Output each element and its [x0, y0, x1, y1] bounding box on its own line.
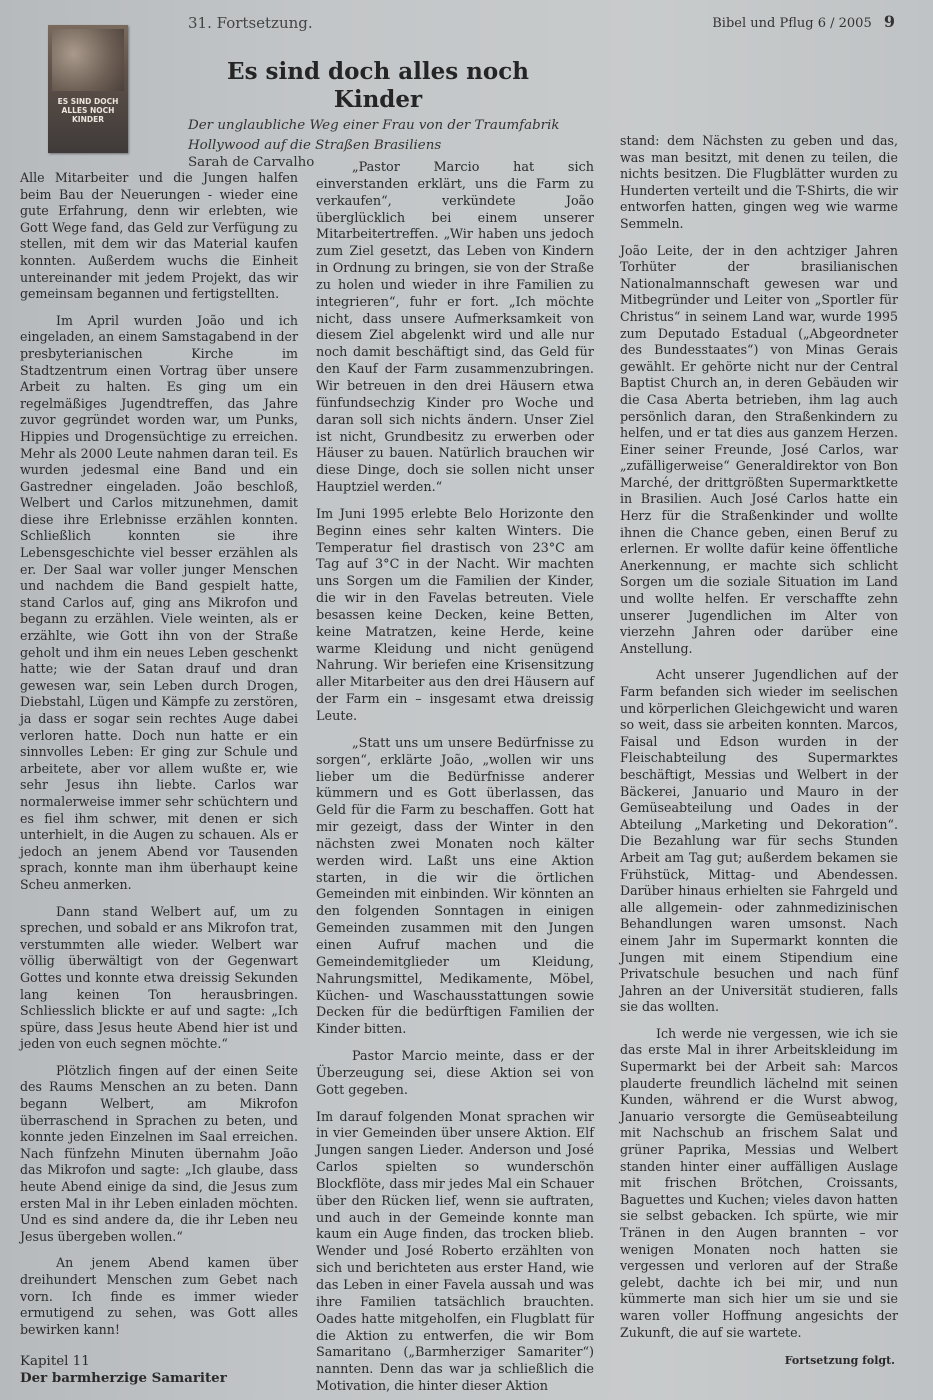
page-number: 9 [883, 12, 895, 31]
paragraph: Plötzlich fingen auf der einen Seite des Raums Menschen an zu beten. Dann begann Welbert, am Mikrofon überraschend in Sprachen zu beten, und konnte jeden Einzelnen im Saal erreichen. Nach fünfzehn Minuten übernahm João das Mikrofon und sagte: „Ich glaube, dass heute Abend einige da sind, die Jesus zum ersten Mal in ihr Leben einladen möchten. Und es sind andere da, die ihr Leben neu Jesus übergeben wollen.“ [20, 1062, 298, 1244]
book-cover-image [48, 25, 128, 153]
text-column-left [20, 170, 298, 1352]
chapter-label [20, 1353, 227, 1387]
book-cover-photo [52, 29, 124, 91]
issue-number: 6 / 2005 [817, 16, 872, 31]
paragraph: João Leite, der in den achtziger Jahren Torhüter der brasilianischen Nationalmannschaft gewesen war und Mitbegründer und Leiter von „Sportler für Christus“ in seinem Land war, wurde 1995 zum Deputado Estadual („Abgeordneter des Bundesstaates“) von Minas Gerais gewählt. Er gehörte nicht nur der Central Baptist Church an, in deren Gebäuden wir die Casa Aberta betrieben, ihm lag auch persönlich daran, den Straßenkindern zu helfen, und er tat dies aus ganzem Herzen. Einer seiner Freunde, José Carlos, war „zufälligerweise“ Generaldirektor von Bon Marché, der drittgrößten Supermarktkette in Brasilien. Auch José Carlos hatte ein Herz für die Straßenkinder und wollte ihnen die Chance geben, einen Beruf zu erlernen. Er wollte dafür keine öffentliche Anerkennung, er machte sich schlicht Sorgen um die soziale Situation im Land und wollte helfen. Er verschaffte zehn unserer Jugendlichen im Alter von vierzehn Jahren oder darüber eine Anstellung. [620, 242, 898, 656]
paragraph: Im Juni 1995 erlebte Belo Horizonte den Beginn eines sehr kalten Winters. Die Temperatur fiel drastisch von 23°C am Tag auf 3°C in der Nacht. Wir machten uns Sorgen um die Familien der Kinder, die wir in den Favelas betreuten. Viele besassen keine Decken, keine Betten, keine Matratzen, keine Herde, keine warme Kleidung und nicht genügend Nahrung. Wir beriefen eine Krisensitzung aller Mitarbeiter aus den drei Häusern auf der Farm ein – insgesamt etwa dreissig Leute. [316, 506, 594, 724]
text-column-middle [316, 160, 594, 1395]
text-column-right [620, 133, 898, 1351]
magazine-name: Bibel und Pflug [712, 16, 814, 31]
installment-label: 31. Fortsetzung. [188, 14, 313, 32]
paragraph: Dann stand Welbert auf, um zu sprechen, und sobald er ans Mikrofon trat, verstummten alle wieder. Welbert war völlig überwältigt von der Gegenwart Gottes und konnte etwa dreissig Sekunden lang keinen Ton herausbringen. Schliesslich blickte er auf und sagte: „Ich spüre, dass Jesus heute Abend hier ist und jeden von euch segnen möchte.“ [20, 903, 298, 1052]
chapter-number: Kapitel 11 [20, 1354, 90, 1369]
paragraph: An jenem Abend kamen über dreihundert Menschen zum Gebet nach vorn. Ich finde es immer wieder ermutigend zu sehen, was Gott alles bewirken kann! [20, 1255, 298, 1337]
paragraph: Acht unserer Jugendlichen auf der Farm befanden sich wieder im seelischen und körperlichen Gleichgewicht und waren so weit, dass sie arbeiten konnten. Marcos, Faisal und Edson wurden in der Fleischabteilung des Supermarktes beschäftigt, Messias und Welbert in der Bäckerei, Januario und Mauro in der Gemüseabteilung und Oades in der Abteilung „Marketing und Dekoration“. Die Bezahlung war für sechs Stunden Arbeit am Tag gut; außerdem bekamen sie Frühstück, Mittag- und Abendessen. Darüber hinaus erhielten sie Fahrgeld und alle allgemein- oder zahnmedizinischen Behandlungen waren umsonst. Nach einem Jahr im Supermarkt konnten die Jungen mit einem Stipendium eine Privatschule besuchen und nach fünf Jahren an der Universität studieren, falls sie das wollten. [620, 667, 898, 1015]
article-heading [188, 58, 568, 171]
book-cover-title: ES SIND DOCH ALLES NOCH KINDER [57, 97, 119, 124]
chapter-title: Der barmherzige Samariter [20, 1370, 227, 1386]
paragraph: stand: dem Nächsten zu geben und das, was man besitzt, mit denen zu teilen, die nichts besitzen. Die Flugblätter wurden zu Hunderten verteilt und die T-Shirts, die wir entworfen hatten, gingen weg wie warme Semmeln. [620, 133, 898, 231]
article-title: Es sind doch alles noch Kinder [227, 58, 529, 113]
paragraph: „Statt uns um unsere Bedürfnisse zu sorgen“, erklärte João, „wollen wir uns lieber um die Bedürfnisse anderer kümmern und es Gott überlassen, das Geld für die Farm zu beschaffen. Gott hat mir gezeigt, dass der Winter in den nächsten zwei Monaten noch kälter werden wird. Laßt uns eine Aktion starten, in die wir die örtlichen Gemeinden mit einbinden. Wir könnten an den folgenden Sonntagen in einigen Gemeinden zusammen mit den Jungen einen Aufruf machen und die Gemeindemitglieder um Kleidung, Nahrungsmittel, Medikamente, Möbel, Küchen- und Waschausstattungen sowie Decken für die bedürftigen Familien der Kinder bitten. [316, 735, 594, 1038]
paragraph: Im April wurden João und ich eingeladen, an einem Samstagabend in der presbyterianischen Kirche im Stadtzentrum einen Vortrag über unsere Arbeit zu halten. Es ging um ein regelmäßiges Jugendtreffen, das Jahre zuvor gegründet worden war, um Punks, Hippies und Drogensüchtige zu erreichen. Mehr als 2000 Leute nahmen daran teil. Es wurden jedesmal eine Band und ein Gastredner eingeladen. João beschloß, Welbert und Carlos mitzunehmen, damit diese ihre Erlebnisse erzählen konnten. Schließlich konnten sie ihre Lebensgeschichte viel besser erzählen als er. Der Saal war voller junger Menschen und nachdem die Band gespielt hatte, stand Carlos auf, ging ans Mikrofon und begann zu erzählen. Viele weinten, als er erzählte, wie Gott ihn von der Straße geholt und ihm ein neues Leben geschenkt hatte; wie der Satan drauf und dran gewesen war, sein Leben durch Drogen, Diebstahl, Lügen und Kämpfe zu zerstören, ja dass er sogar sein rechtes Auge dabei verloren hatte. Doch nun hatte er ein sinnvolles Leben: Er ging zur Schule und arbeitete, aber vor allem wußte er, wie sehr Jesus ihn liebte. Carlos war normalerweise immer sehr schüchtern und es fiel ihm schwer, mit denen er sich unterhielt, in die Augen zu schauen. Als er jedoch an jenem Abend vor Tausenden sprach, konnte man ihm überhaupt keine Scheu anmerken. [20, 312, 298, 892]
paragraph: Ich werde nie vergessen, wie ich sie das erste Mal in ihrer Arbeitskleidung im Supermarkt bei der Arbeit sah: Marcos plauderte freundlich lächelnd mit seinen Kunden, während er die Wurst abwog, Januario versorgte die Gemüseabteilung mit Nachschub an frischem Salat und grüner Paprika, Messias und Welbert standen hinter einer auffälligen Auslage mit frischen Brötchen, Croissants, Baguettes und Kuchen; vieles davon hatten sie selbst gebacken. Ich spürte, wie mir Tränen in den Augen brannten – vor wenigen Monaten noch hatten sie vergessen und verloren auf der Straße gelebt, dachte ich bei mir, und nun kümmerte man sich hier um sie und sie waren voller Hoffnung angesichts der Zukunft, die auf sie wartete. [620, 1025, 898, 1340]
article-author: Sarah de Carvalho [188, 155, 315, 170]
paragraph: „Pastor Marcio hat sich einverstanden erklärt, uns die Farm zu verkaufen“, verkündete João überglücklich bei einem unserer Mitarbeitertreffen. „Wir haben uns jedoch zum Ziel gesetzt, das Leben von Kindern in Ordnung zu bringen, sie von der Straße zu holen und wieder in ihre Familien zu integrieren“, fuhr er fort. „Ich möchte nicht, dass unsere Aufmerksamkeit von diesem Ziel abgelenkt wird und alle nur noch damit beschäftigt sind, das Geld für den Kauf der Farm zusammenzubringen. Wir betreuen in den drei Häusern etwa fünfundsechzig Kinder pro Woche und daran soll sich nichts ändern. Unser Ziel ist nicht, Grundbesitz zu erwerben oder Häuser zu bauen. Natürlich brauchen wir diese Dinge, doch sie sollen nicht unser Hauptziel werden.“ [316, 160, 594, 496]
continued-note: Fortsetzung folgt. [784, 1354, 895, 1367]
page-header [712, 12, 895, 31]
paragraph: Pastor Marcio meinte, dass er der Überzeugung sei, diese Aktion sei von Gott gegeben. [316, 1049, 594, 1098]
paragraph: Alle Mitarbeiter und die Jungen halfen beim Bau der Neuerungen - wieder eine gute Erfahrung, denn wir erlebten, wie Gott Wege fand, das Geld zur Verfügung zu stellen, mit dem wir das Material kaufen konnten. Außerdem wuchs die Einheit untereinander mit jedem Projekt, das wir gemeinsam begannen und fertigstellten. [20, 170, 298, 302]
article-subtitle-line1: Der unglaubliche Weg einer Frau von der Traumfabrik [188, 118, 560, 133]
article-subtitle-line2: Hollywood auf die Straßen Brasiliens [188, 138, 442, 153]
paragraph: Im darauf folgenden Monat sprachen wir in vier Gemeinden über unsere Aktion. Elf Jungen sangen Lieder. Anderson und José Carlos spielten so wunderschön Blockflöte, dass mir jedes Mal ein Schauer über den Rücken lief, wenn sie auftraten, und auch in der Gemeinde konnte man kaum ein Auge finden, das trocken blieb. Wender und José Roberto erzählten von sich und berichteten aus erster Hand, wie das Leben in einer Favela aussah und was ihre Familien tatsächlich brauchten. Oades hatte mitgeholfen, ein Flugblatt für die Aktion zu entwerfen, die wir Bom Samaritano („Barmherziger Samariter“) nannten. Denn das war ja schließlich die Motivation, die hinter dieser Aktion [316, 1109, 594, 1395]
